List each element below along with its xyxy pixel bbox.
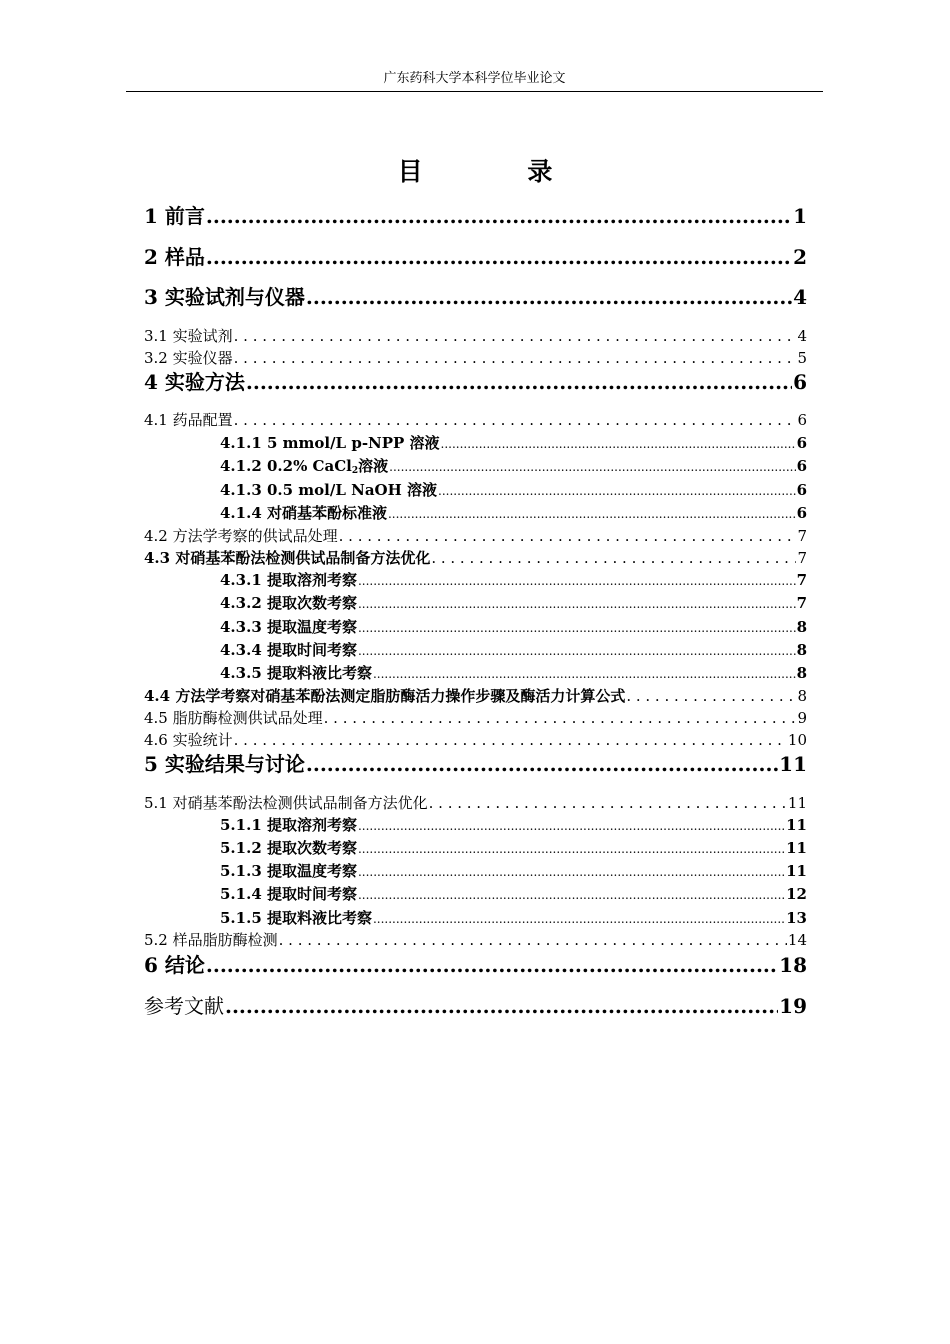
toc-entry-label: 2 样品 [144,245,205,269]
toc-entry-page: 8 [796,664,807,682]
toc-entry-1[interactable] [144,203,807,229]
toc-leader [438,481,796,501]
toc-entry-page: 6 [797,411,807,429]
toc-leader [358,839,785,859]
toc-entry-references[interactable] [144,993,807,1019]
toc-entry-5-1-1[interactable] [220,815,807,836]
toc-entry-label: 4.3.3 提取温度考察 [220,618,357,636]
toc-entry-page: 6 [796,457,807,475]
toc-entry-4-1-2[interactable] [220,456,807,481]
toc-leader [429,793,787,813]
toc-entry-4-6[interactable] [144,730,807,750]
toc-entry-label: 5.2 样品脂肪酶检测 [144,931,278,949]
toc-leader [358,618,796,638]
toc-entry-page: 11 [786,839,807,857]
toc-entry-label: 4 实验方法 [144,370,245,394]
toc-leader [626,686,796,706]
toc-entry-4-1-3[interactable] [220,480,807,501]
toc-entry-6[interactable] [144,952,807,978]
toc-entry-4-3[interactable] [144,548,807,568]
toc-entry-label: 4.6 实验统计 [144,731,233,749]
toc-entry-label: 4.3.1 提取溶剂考察 [220,571,357,589]
toc-leader [358,816,785,836]
toc-leader [358,571,796,591]
toc-leader [206,203,792,229]
toc-entry-page: 12 [786,885,807,903]
toc-entry-page: 11 [787,794,807,812]
toc-entry-page: 14 [787,931,807,949]
toc-entry-4-4[interactable] [144,686,807,706]
toc-entry-page: 11 [779,752,807,776]
toc-leader [373,909,785,929]
toc-entry-page: 5 [797,349,807,367]
toc-entry-page: 6 [796,504,807,522]
toc-entry-label: 4.2 方法学考察的供试品处理 [144,527,338,545]
toc-entry-label [220,456,388,481]
toc-entry-label: 5.1.2 提取次数考察 [220,839,357,857]
toc-entry-label: 4.3.2 提取次数考察 [220,594,357,612]
toc-entry-4-1[interactable] [144,410,807,430]
toc-leader [339,526,797,546]
toc-entry-label: 参考文献 [144,994,224,1018]
toc-entry-label: 5.1.4 提取时间考察 [220,885,357,903]
toc-entry-page: 4 [797,327,807,345]
toc-entry-4-3-5[interactable] [220,663,807,684]
toc-entry-label-subscript: 2 [351,466,359,476]
toc-entry-page: 1 [793,204,807,228]
toc-leader [234,326,797,346]
toc-entry-5-1-2[interactable] [220,838,807,859]
toc-entry-label: 4.1 药品配置 [144,411,233,429]
toc-entry-label: 5.1 对硝基苯酚法检测供试品制备方法优化 [144,794,428,812]
toc-entry-label: 4.4 方法学考察对硝基苯酚法测定脂肪酶活力操作步骤及酶活力计算公式 [144,687,626,705]
toc-entry-label: 3.2 实验仪器 [144,349,233,367]
toc-entry-label: 5.1.3 提取温度考察 [220,862,357,880]
toc-leader [358,594,796,614]
toc-entry-page: 11 [786,862,807,880]
toc-entry-4-3-4[interactable] [220,640,807,661]
toc-entry-label: 4.3.5 提取料液比考察 [220,664,372,682]
toc-entry-4[interactable] [144,369,807,395]
toc-leader [358,862,785,882]
toc-entry-label: 1 前言 [144,204,205,228]
toc-entry-label: 4.1.4 对硝基苯酚标准液 [220,504,387,522]
toc-leader [234,348,797,368]
toc-entry-4-3-2[interactable] [220,593,807,614]
toc-entry-label: 3.1 实验试剂 [144,327,233,345]
toc-title: 目 录 [397,157,601,186]
toc-entry-label-tail: 溶液 [358,457,389,475]
toc-entry-page: 7 [797,527,807,545]
toc-entry-5[interactable] [144,751,807,777]
toc-entry-4-5[interactable] [144,708,807,728]
toc-entry-3-2[interactable] [144,348,807,368]
toc-entry-4-2[interactable] [144,526,807,546]
toc-entry-page: 6 [793,370,807,394]
toc-entry-page: 2 [793,245,807,269]
toc-leader [306,751,778,777]
toc-entry-page: 13 [786,909,807,927]
toc-entry-label: 5.1.5 提取料液比考察 [220,909,372,927]
toc-entry-page: 7 [796,571,807,589]
toc-entry-4-3-1[interactable] [220,570,807,591]
toc-entry-page: 6 [796,434,807,452]
toc-entry-3[interactable] [144,284,807,310]
toc-leader [206,244,792,270]
toc-entry-page: 9 [797,709,807,727]
toc-leader [206,952,778,978]
toc-leader [358,885,785,905]
toc-entry-label: 3 实验试剂与仪器 [144,285,305,309]
toc-entry-page: 8 [796,618,807,636]
toc-entry-5-1[interactable] [144,793,807,813]
toc-entry-2[interactable] [144,244,807,270]
toc-entry-label: 4.5 脂肪酶检测供试品处理 [144,709,323,727]
toc-entry-5-1-5[interactable] [220,908,807,929]
toc-entry-page: 18 [779,953,807,977]
toc-entry-label: 4.1.3 0.5 mol/L NaOH 溶液 [220,481,438,499]
toc-entry-4-1-1[interactable] [220,433,807,454]
table-of-contents [144,0,807,1344]
toc-entry-page: 11 [786,816,807,834]
toc-leader [441,434,796,454]
toc-entry-label: 4.3.4 提取时间考察 [220,641,357,659]
toc-entry-label: 5.1.1 提取溶剂考察 [220,816,357,834]
toc-leader [279,930,787,950]
toc-entry-4-3-3[interactable] [220,617,807,638]
toc-leader [388,504,796,524]
toc-entry-page: 4 [793,285,807,309]
toc-leader [431,548,796,568]
toc-entry-5-1-3[interactable] [220,861,807,882]
toc-leader [225,993,778,1019]
toc-leader [358,641,796,661]
toc-entry-label-main: 4.1.2 0.2% CaCl [220,457,352,475]
toc-entry-4-1-4[interactable] [220,503,807,524]
toc-entry-page: 10 [787,731,807,749]
toc-entry-5-2[interactable] [144,930,807,950]
toc-entry-3-1[interactable] [144,326,807,346]
toc-entry-page: 6 [796,481,807,499]
toc-leader [234,410,797,430]
toc-entry-label: 6 结论 [144,953,205,977]
toc-leader [389,457,795,477]
toc-leader [246,369,792,395]
toc-leader [324,708,797,728]
toc-entry-label: 4.3 对硝基苯酚法检测供试品制备方法优化 [144,549,431,567]
toc-entry-page: 8 [797,687,807,705]
toc-leader [234,730,787,750]
toc-entry-5-1-4[interactable] [220,884,807,905]
toc-entry-label: 5 实验结果与讨论 [144,752,305,776]
toc-entry-page: 7 [797,549,807,567]
toc-entry-page: 7 [796,594,807,612]
toc-entry-label: 4.1.1 5 mmol/L p-NPP 溶液 [220,434,440,452]
toc-entry-page: 8 [796,641,807,659]
running-header: 广东药科大学本科学位毕业论文 [383,71,566,86]
toc-leader [306,284,792,310]
toc-entry-page: 19 [779,994,807,1018]
toc-leader [373,664,796,684]
